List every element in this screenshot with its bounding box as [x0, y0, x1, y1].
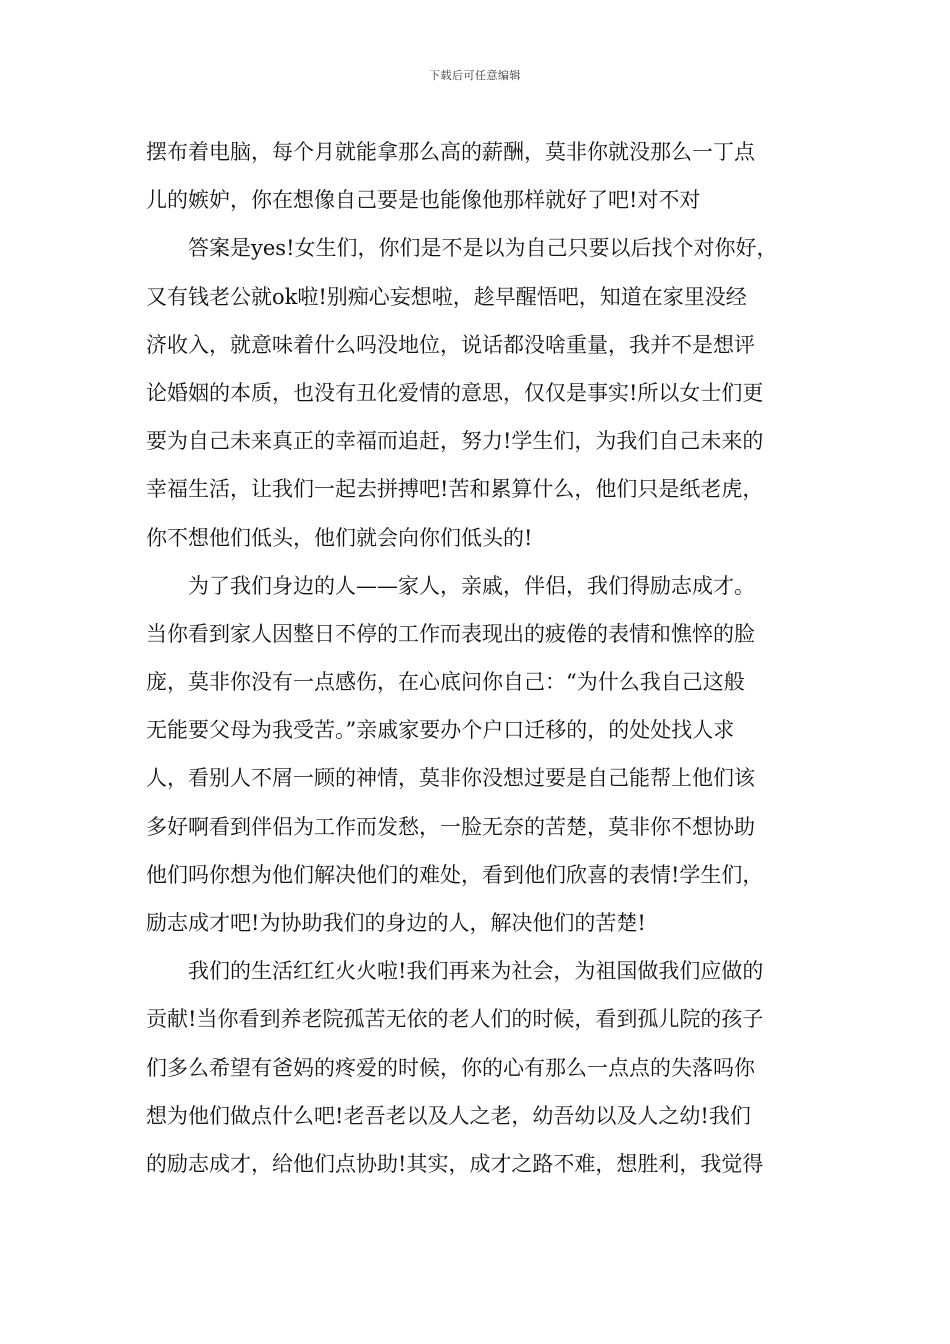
text-line-10: 为了我们身边的人——家人，亲戚，伴侣，我们得励志成才。 — [188, 573, 755, 598]
text-line-4: 又有钱老公就ok啦!别痴心妄想啦，趁早醒悟吧，知道在家里没经 — [146, 284, 747, 309]
text-line-8: 幸福生活，让我们一起去拼搏吧!苦和累算什么，他们只是纸老虎， — [146, 477, 764, 502]
text-line-14: 人，看别人不屑一顾的神情，莫非你没想过要是自己能帮上他们该 — [146, 766, 755, 791]
text-line-9: 你不想他们低头，他们就会向你们低头的! — [146, 525, 533, 550]
text-line-12: 庞，莫非你没有一点感伤，在心底问你自己：“为什么我自己这般 — [146, 670, 745, 695]
text-line-2: 儿的嫉妒，你在想像自己要是也能像他那样就好了吧!对不对 — [146, 188, 701, 213]
text-line-7: 要为自己未来真正的幸福而追赶，努力!学生们，为我们自己未来的 — [146, 429, 764, 454]
text-line-15: 多好啊看到伴侣为工作而发愁，一脸无奈的苦楚，莫非你不想协助 — [146, 814, 755, 839]
text-line-3: 答案是yes!女生们，你们是不是以为自己只要以后找个对你好， — [188, 236, 778, 261]
page-header: 下载后可任意编辑 — [429, 69, 521, 82]
text-line-5: 济收入，就意味着什么吗没地位，说话都没啥重量，我并不是想评 — [146, 332, 755, 357]
text-line-19: 贡献!当你看到养老院孤苦无依的老人们的时候，看到孤儿院的孩子 — [146, 1007, 764, 1032]
text-line-17: 励志成才吧!为协助我们的身边的人，解决他们的苦楚! — [146, 911, 646, 935]
text-line-1: 摆布着电脑，每个月就能拿那么高的薪酬，莫非你就没那么一丁点 — [146, 140, 755, 164]
text-line-21: 想为他们做点什么吧!老吾老以及人之老，幼吾幼以及人之幼!我们 — [146, 1103, 751, 1128]
text-line-6: 论婚姻的本质，也没有丑化爱情的意思，仅仅是事实!所以女士们更 — [146, 380, 764, 405]
text-line-20: 们多么希望有爸妈的疼爱的时候，你的心有那么一点点的失落吗你 — [146, 1055, 755, 1080]
text-line-22: 的励志成才，给他们点协助!其实，成才之路不难，想胜利，我觉得 — [146, 1151, 764, 1176]
text-line-11: 当你看到家人因整日不停的工作而表现出的疲倦的表情和憔悴的脸 — [146, 621, 755, 646]
text-line-18: 我们的生活红红火火啦!我们再来为社会，为祖国做我们应做的 — [188, 959, 764, 984]
text-line-13: 无能要父母为我受苦。”亲戚家要办个户口迁移的，的处处找人求 — [146, 718, 735, 743]
document-body — [146, 128, 808, 1188]
text-line-16: 他们吗你想为他们解决他们的难处，看到他们欣喜的表情!学生们， — [146, 862, 764, 887]
